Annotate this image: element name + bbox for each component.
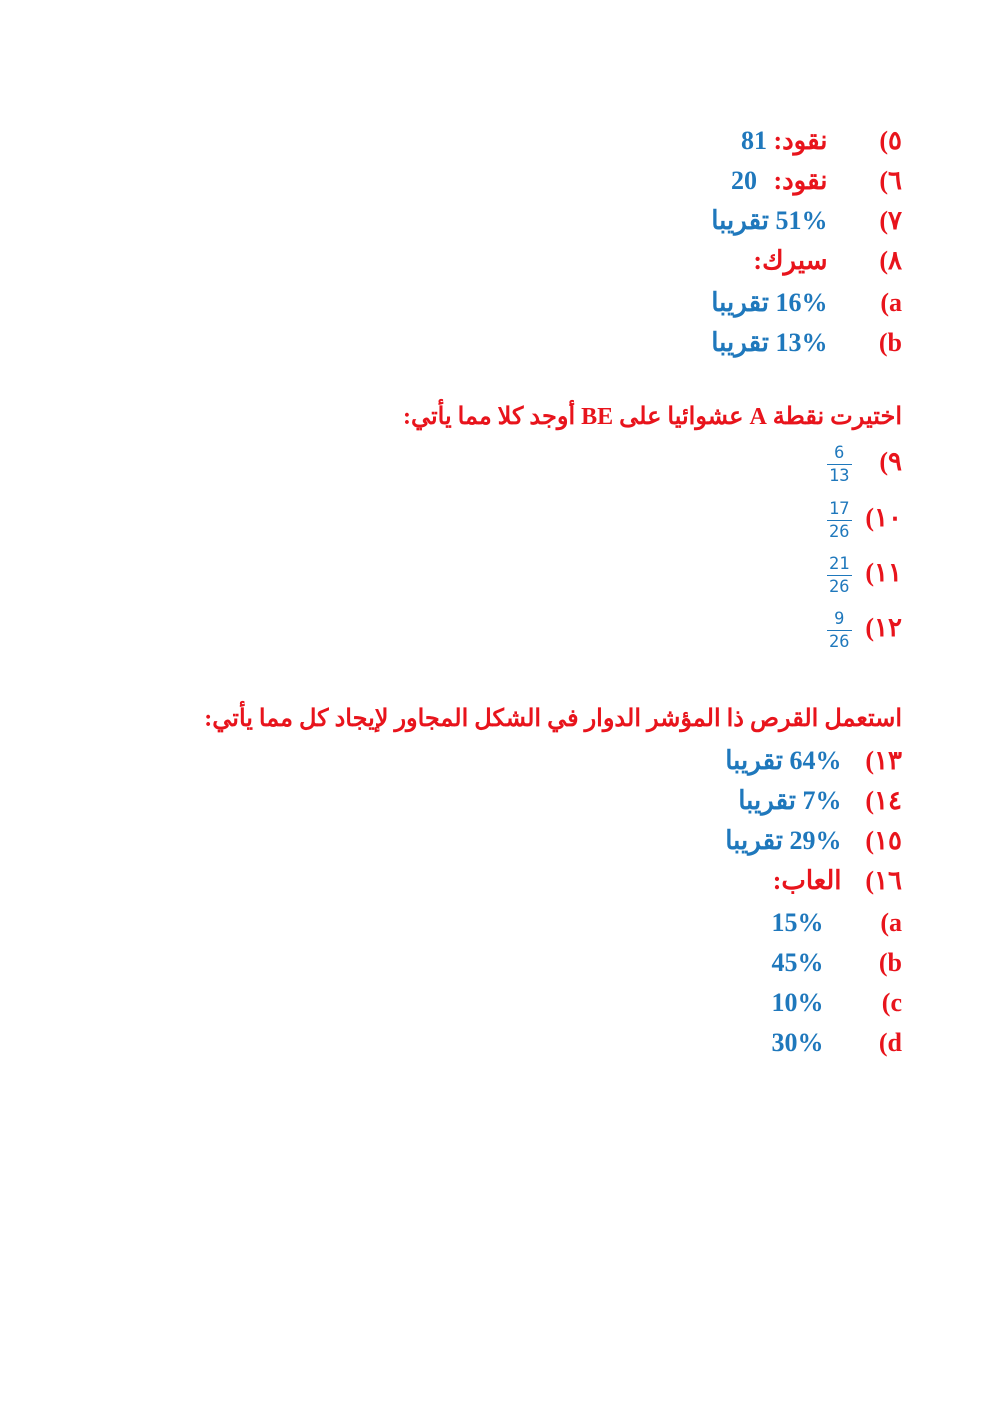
- question-number: ٨): [879, 246, 902, 275]
- answer-value: 51% تقريبا: [711, 206, 828, 235]
- question-16c: [772, 986, 903, 1020]
- question-number: ١٦): [865, 866, 902, 895]
- question-number: b): [878, 948, 902, 977]
- question-number: c): [881, 988, 902, 1017]
- question-number: ١٤): [865, 786, 902, 815]
- question-number: ١٢): [865, 613, 902, 643]
- answer-value: 7% تقريبا: [738, 786, 842, 815]
- section-heading-point-a: اختيرت نقطة A عشوائيا على BE أوجد كلا مما يأتي:: [402, 404, 902, 430]
- section-heading-spinner: استعمل القرص ذا المؤشر الدوار في الشكل المجاور لإيجاد كل مما يأتي:: [204, 706, 902, 732]
- question-label: نقود:: [773, 166, 828, 195]
- question-14: [738, 784, 902, 818]
- question-label: سيرك:: [753, 246, 828, 275]
- answer-value: 45%: [771, 948, 824, 977]
- answer-fraction: [827, 498, 851, 543]
- answer-fraction: [827, 608, 851, 653]
- answer-fraction: [827, 553, 851, 598]
- question-16a: [772, 906, 903, 940]
- fraction-denominator: 26: [829, 522, 850, 542]
- question-5: [741, 124, 902, 158]
- answer-value: 10%: [771, 988, 824, 1017]
- question-number: ٥): [879, 126, 902, 155]
- question-number: ٧): [879, 206, 902, 235]
- question-16: [773, 864, 902, 898]
- question-16d: [772, 1026, 903, 1060]
- answer-value: 15%: [771, 908, 824, 937]
- question-11: [827, 553, 902, 598]
- question-number: d): [878, 1028, 902, 1057]
- question-number: ٦): [879, 166, 902, 195]
- fraction-denominator: 26: [829, 632, 850, 652]
- question-number: a): [880, 908, 902, 937]
- answer-value: 30%: [771, 1028, 824, 1057]
- question-7: [711, 204, 902, 238]
- question-number: ٩): [879, 447, 902, 477]
- answer-value: 81: [740, 126, 767, 155]
- question-label: نقود:: [773, 126, 828, 155]
- fraction-numerator: 6: [827, 442, 851, 465]
- fraction-numerator: 9: [827, 608, 851, 631]
- question-number: ١٥): [865, 826, 902, 855]
- question-number: ١٠): [865, 503, 902, 533]
- fraction-numerator: 17: [829, 499, 850, 519]
- answer-value: 13% تقريبا: [711, 328, 828, 357]
- question-8b: [711, 326, 902, 360]
- question-9: [827, 442, 902, 487]
- answer-value: 16% تقريبا: [711, 288, 828, 317]
- answer-value: 20: [730, 166, 757, 195]
- question-10: [827, 498, 902, 543]
- question-8: [753, 244, 902, 278]
- answer-value: 29% تقريبا: [725, 826, 842, 855]
- question-number: a): [880, 288, 902, 317]
- question-15: [725, 824, 902, 858]
- question-label: العاب:: [772, 866, 842, 895]
- fraction-denominator: 26: [829, 577, 850, 597]
- question-8a: [711, 286, 902, 320]
- question-number: ١٣): [865, 746, 902, 775]
- fraction-numerator: 21: [829, 554, 850, 574]
- answer-fraction: [827, 442, 851, 487]
- question-6: [731, 164, 902, 198]
- answer-value: 64% تقريبا: [725, 746, 842, 775]
- question-16b: [772, 946, 903, 980]
- question-number: b): [878, 328, 902, 357]
- fraction-denominator: 13: [829, 466, 850, 486]
- question-number: ١١): [865, 558, 902, 588]
- question-13: [725, 744, 902, 778]
- question-12: [827, 608, 902, 653]
